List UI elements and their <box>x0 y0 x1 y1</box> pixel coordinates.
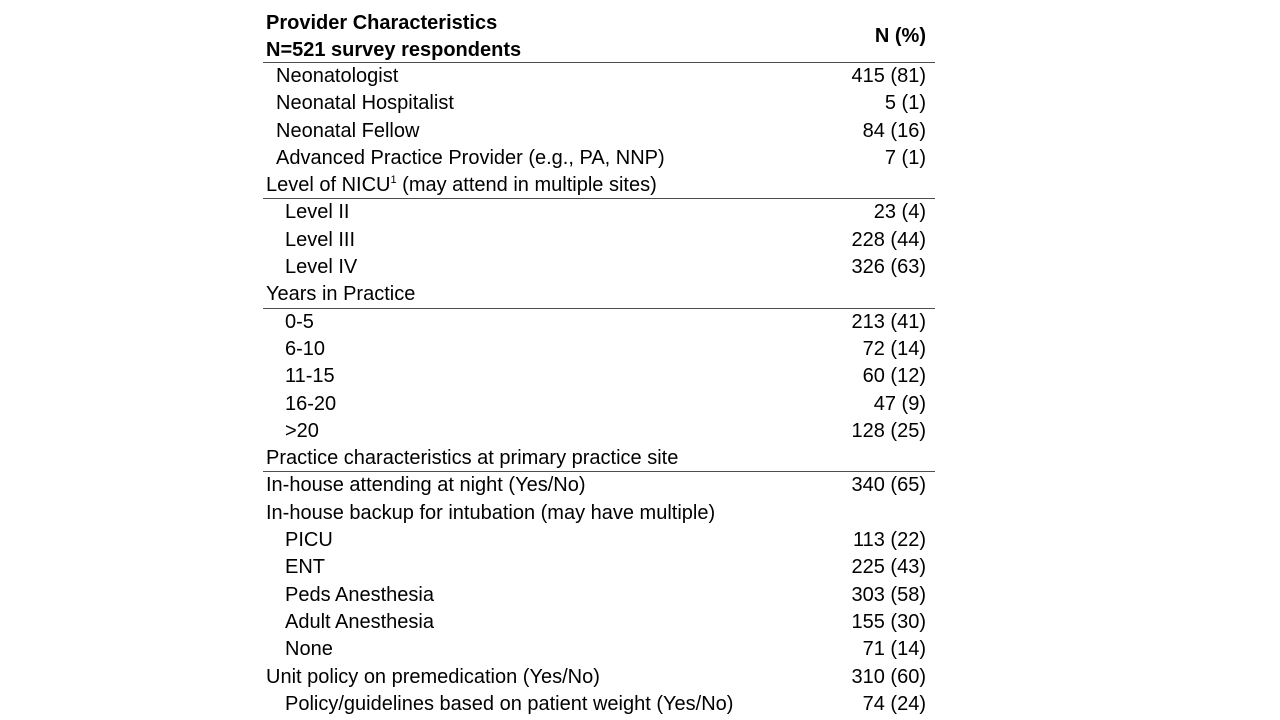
row-label-suffix: (may attend in multiple sites) <box>396 174 657 197</box>
row-label-text: Adult Anesthesia <box>285 610 434 633</box>
row-label <box>285 636 333 663</box>
row-label-text: Practice characteristics at primary practice site <box>266 447 679 470</box>
table-row <box>263 227 935 254</box>
row-value: 303 (58) <box>851 583 926 606</box>
row-label-text: In-house attending at night (Yes/No) <box>266 474 586 497</box>
table-row <box>263 336 935 363</box>
table-row <box>263 472 935 499</box>
row-label-text: Years in Practice <box>266 283 416 306</box>
row-label-text: Neonatal Fellow <box>276 119 420 142</box>
row-label <box>266 472 585 499</box>
table-row <box>263 391 935 418</box>
row-label <box>285 418 319 445</box>
row-label <box>266 281 415 308</box>
row-value: 23 (4) <box>873 201 926 224</box>
row-value: 5 (1) <box>884 92 926 115</box>
row-value: 155 (30) <box>851 610 926 633</box>
row-label <box>285 336 325 363</box>
row-value: 74 (24) <box>862 692 926 715</box>
row-label-text: ENT <box>285 556 325 579</box>
row-label-text: Unit policy on premedication (Yes/No) <box>266 665 600 688</box>
table-row <box>263 664 935 691</box>
table-row <box>263 363 935 390</box>
row-label <box>285 527 333 554</box>
table-row <box>263 145 935 172</box>
section-header-row <box>263 172 935 199</box>
row-value: 71 (14) <box>862 638 926 661</box>
row-label-text: Peds Anesthesia <box>285 583 434 606</box>
row-label <box>285 582 434 609</box>
table-body <box>263 63 935 718</box>
row-value: 415 (81) <box>851 65 926 87</box>
row-value: 213 (41) <box>851 310 926 333</box>
table-row <box>263 554 935 581</box>
table-header <box>263 8 935 63</box>
row-label-text: 0-5 <box>285 310 314 333</box>
row-label <box>276 63 398 90</box>
row-label <box>266 500 715 527</box>
row-label-text: None <box>285 638 333 661</box>
table-row <box>263 118 935 145</box>
row-label-text: 11-15 <box>285 365 335 388</box>
table-row <box>263 254 935 281</box>
row-value: 47 (9) <box>873 392 926 415</box>
table-row <box>263 500 935 527</box>
row-label-text: Level IV <box>285 256 358 279</box>
row-value: 310 (60) <box>851 665 926 688</box>
title-line-2: N=521 survey respondents <box>266 39 522 61</box>
provider-characteristics-table <box>263 8 935 718</box>
table-row <box>263 691 935 718</box>
row-label-text: 16-20 <box>285 392 337 415</box>
row-label-text: Level II <box>285 201 350 224</box>
row-label-text: Policy/guidelines based on patient weight (Yes/No) <box>285 692 734 715</box>
row-value: 60 (12) <box>862 365 926 388</box>
table-row <box>263 418 935 445</box>
row-value: 128 (25) <box>851 419 926 442</box>
table-row <box>263 199 935 226</box>
row-label <box>285 199 349 226</box>
footnote-marker: 1 <box>390 174 397 187</box>
row-value: 84 (16) <box>862 119 926 142</box>
row-label <box>285 309 314 336</box>
row-label-text: >20 <box>285 419 319 442</box>
row-label <box>266 664 600 691</box>
table-row <box>263 309 935 336</box>
section-header-row <box>263 281 935 308</box>
row-value: 113 (22) <box>852 529 926 552</box>
row-label <box>266 445 678 472</box>
table-row <box>263 609 935 636</box>
column-header-n-percent: N (%) <box>874 25 926 47</box>
row-label <box>285 691 733 718</box>
row-label-text: Level of NICU <box>266 174 391 197</box>
row-label-text: PICU <box>285 529 333 552</box>
table-title <box>266 10 521 64</box>
row-label-text: Level III <box>285 228 356 251</box>
row-label <box>276 145 665 172</box>
row-value: 72 (14) <box>862 337 926 360</box>
table-row <box>263 63 935 90</box>
row-value: 340 (65) <box>851 474 926 497</box>
section-header-row <box>263 445 935 472</box>
table-row <box>263 636 935 663</box>
row-label <box>285 554 325 581</box>
row-label <box>276 118 419 145</box>
row-label <box>276 90 454 117</box>
title-line-1: Provider Characteristics <box>266 12 498 34</box>
row-label <box>285 363 335 390</box>
row-label <box>266 172 657 199</box>
row-value: 228 (44) <box>851 228 926 251</box>
row-label <box>285 254 357 281</box>
row-label-text: Neonatologist <box>276 65 399 87</box>
row-label-text: 6-10 <box>285 337 326 360</box>
row-label <box>285 391 336 418</box>
table-row <box>263 90 935 117</box>
row-label-text: Advanced Practice Provider (e.g., PA, NNP) <box>276 146 665 169</box>
table-row <box>263 527 935 554</box>
row-value: 225 (43) <box>851 556 926 579</box>
row-value: 7 (1) <box>884 146 926 169</box>
row-label <box>285 227 355 254</box>
row-label-text: Neonatal Hospitalist <box>276 92 454 115</box>
row-label-text: In-house backup for intubation (may have multiple) <box>266 501 716 524</box>
row-value: 326 (63) <box>851 256 926 279</box>
row-label <box>285 609 434 636</box>
table-row <box>263 582 935 609</box>
